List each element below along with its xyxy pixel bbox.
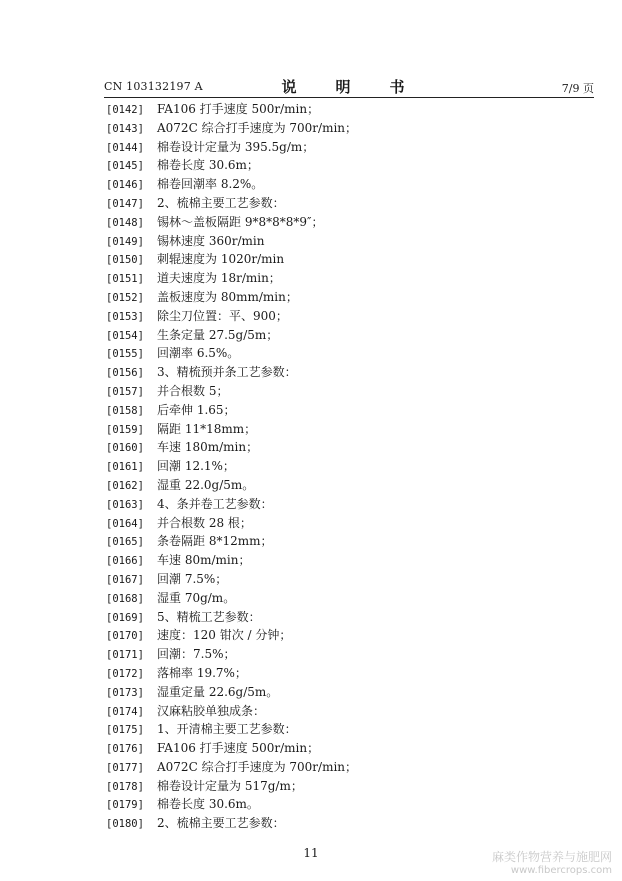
paragraph-text: FA106 打手速度 500r/min；: [157, 741, 320, 756]
paragraph-text: 回潮 12.1%；: [157, 459, 235, 474]
paragraph-text: 除尘刀位置：平、900；: [157, 308, 288, 323]
paragraph-row: [106, 250, 606, 269]
paragraph-row: [106, 476, 606, 495]
paragraph-number: [0147]: [106, 197, 144, 210]
watermark-site-name: 麻类作物营养与施肥网: [491, 850, 612, 864]
paragraph-number: [0175]: [106, 724, 144, 737]
paragraph-number: [0172]: [106, 667, 144, 680]
paragraph-text: 1、开清棉主要工艺参数：: [157, 722, 297, 737]
paragraph-number: [0180]: [106, 818, 144, 831]
paragraph-row: [106, 156, 606, 175]
paragraph-text: 隔距 11*18mm；: [157, 421, 257, 436]
paragraph-row: [106, 326, 606, 345]
document-title: 说 明 书: [281, 78, 417, 96]
paragraph-text: 并合根数 5；: [157, 383, 229, 398]
paragraph-number: [0148]: [106, 216, 144, 229]
paragraph-text: 湿重 70g/m。: [157, 590, 236, 605]
paragraph-row: [106, 382, 606, 401]
paragraph-text: 回潮率 6.5%。: [157, 346, 240, 361]
paragraph-number: [0170]: [106, 630, 144, 643]
paragraph-text: 2、梳棉主要工艺参数：: [157, 195, 285, 210]
paragraph-list: [106, 100, 606, 833]
paragraph-row: [106, 758, 606, 777]
paragraph-number: [0157]: [106, 385, 144, 398]
page-indicator: 7/9 页: [561, 82, 594, 95]
paragraph-row: [106, 401, 606, 420]
paragraph-number: [0155]: [106, 348, 144, 361]
paragraph-number: [0159]: [106, 423, 144, 436]
paragraph-number: [0153]: [106, 310, 144, 323]
paragraph-row: [106, 363, 606, 382]
paragraph-row: [106, 307, 606, 326]
paragraph-text: 棉卷设计定量为 517g/m；: [157, 778, 303, 793]
paragraph-row: [106, 683, 606, 702]
paragraph-number: [0143]: [106, 122, 144, 135]
paragraph-text: 5、精梳工艺参数：: [157, 609, 261, 624]
paragraph-text: 车速 80m/min；: [157, 553, 251, 568]
paragraph-number: [0177]: [106, 761, 144, 774]
paragraph-number: [0144]: [106, 141, 144, 154]
paragraph-text: 棉卷长度 30.6m；: [157, 158, 259, 173]
paragraph-row: [106, 702, 606, 721]
paragraph-number: [0178]: [106, 780, 144, 793]
paragraph-number: [0166]: [106, 555, 144, 568]
paragraph-text: 棉卷回潮率 8.2%。: [157, 177, 264, 192]
watermark-url: www.fibercrops.com: [510, 865, 612, 876]
paragraph-text: A072C 综合打手速度为 700r/min；: [157, 120, 358, 135]
paragraph-row: [106, 570, 606, 589]
paragraph-row: [106, 664, 606, 683]
paragraph-number: [0158]: [106, 404, 144, 417]
paragraph-text: 条卷隔距 8*12mm；: [157, 534, 273, 549]
paragraph-row: [106, 495, 606, 514]
paragraph-row: [106, 269, 606, 288]
paragraph-number: [0171]: [106, 649, 144, 662]
page-number: 11: [303, 846, 319, 860]
paragraph-row: [106, 739, 606, 758]
paragraph-row: [106, 626, 606, 645]
paragraph-number: [0168]: [106, 592, 144, 605]
paragraph-row: [106, 514, 606, 533]
paragraph-row: [106, 532, 606, 551]
paragraph-number: [0169]: [106, 611, 144, 624]
paragraph-row: [106, 457, 606, 476]
paragraph-text: 回潮：7.5%；: [157, 647, 236, 662]
paragraph-number: [0176]: [106, 743, 144, 756]
paragraph-number: [0179]: [106, 799, 144, 812]
publication-number: CN 103132197 A: [104, 80, 203, 93]
paragraph-text: 回潮 7.5%；: [157, 571, 228, 586]
paragraph-row: [106, 119, 606, 138]
paragraph-number: [0164]: [106, 517, 144, 530]
paragraph-number: [0165]: [106, 536, 144, 549]
paragraph-text: 速度：120 钳次 / 分钟；: [157, 628, 292, 643]
paragraph-row: [106, 608, 606, 627]
paragraph-text: 刺辊速度为 1020r/min: [157, 252, 285, 267]
paragraph-number: [0145]: [106, 160, 144, 173]
paragraph-row: [106, 232, 606, 251]
paragraph-row: [106, 795, 606, 814]
paragraph-row: [106, 777, 606, 796]
paragraph-row: [106, 194, 606, 213]
paragraph-text: 道夫速度为 18r/min；: [157, 271, 281, 286]
paragraph-text: 锡林速度 360r/min: [157, 233, 265, 248]
paragraph-row: [106, 589, 606, 608]
paragraph-row: [106, 344, 606, 363]
page-header: [104, 76, 594, 98]
paragraph-number: [0163]: [106, 498, 144, 511]
paragraph-number: [0146]: [106, 179, 144, 192]
paragraph-text: 2、梳棉主要工艺参数：: [157, 816, 285, 831]
paragraph-text: 生条定量 27.5g/5m；: [157, 327, 279, 342]
paragraph-row: [106, 175, 606, 194]
paragraph-number: [0173]: [106, 686, 144, 699]
paragraph-text: 汉麻粘胶单独成条：: [157, 703, 266, 718]
paragraph-text: FA106 打手速度 500r/min；: [157, 102, 320, 116]
paragraph-row: [106, 100, 606, 119]
paragraph-row: [106, 720, 606, 739]
paragraph-text: 棉卷长度 30.6m。: [157, 797, 259, 812]
paragraph-text: 盖板速度为 80mm/min；: [157, 289, 298, 304]
paragraph-number: [0151]: [106, 273, 144, 286]
paragraph-number: [0149]: [106, 235, 144, 248]
header-rule: [104, 97, 594, 98]
paragraph-row: [106, 645, 606, 664]
paragraph-row: [106, 814, 606, 833]
paragraph-number: [0167]: [106, 573, 144, 586]
paragraph-text: 锡林～盖板隔距 9*8*8*8*9″；: [157, 214, 324, 229]
paragraph-number: [0160]: [106, 442, 144, 455]
paragraph-text: 棉卷设计定量为 395.5g/m；: [157, 139, 315, 154]
paragraph-text: 3、精梳预并条工艺参数：: [157, 365, 297, 380]
paragraph-number: [0154]: [106, 329, 144, 342]
paragraph-text: 4、条并卷工艺参数：: [157, 496, 273, 511]
paragraph-number: [0150]: [106, 254, 144, 267]
paragraph-text: 落棉率 19.7%；: [157, 665, 247, 680]
paragraph-text: 并合根数 28 根；: [157, 515, 252, 530]
paragraph-row: [106, 420, 606, 439]
paragraph-number: [0174]: [106, 705, 144, 718]
paragraph-text: 湿重 22.0g/5m。: [157, 477, 255, 492]
paragraph-text: 后牵伸 1.65；: [157, 402, 236, 417]
paragraph-text: 车速 180m/min；: [157, 440, 259, 455]
paragraph-number: [0142]: [106, 104, 144, 116]
paragraph-text: 湿重定量 22.6g/5m。: [157, 684, 279, 699]
paragraph-row: [106, 438, 606, 457]
paragraph-row: [106, 551, 606, 570]
paragraph-row: [106, 213, 606, 232]
paragraph-number: [0162]: [106, 479, 144, 492]
paragraph-text: A072C 综合打手速度为 700r/min；: [157, 759, 358, 774]
paragraph-row: [106, 138, 606, 157]
watermark: [492, 850, 612, 878]
paragraph-number: [0161]: [106, 461, 144, 474]
paragraph-number: [0152]: [106, 291, 144, 304]
paragraph-row: [106, 288, 606, 307]
paragraph-number: [0156]: [106, 367, 144, 380]
